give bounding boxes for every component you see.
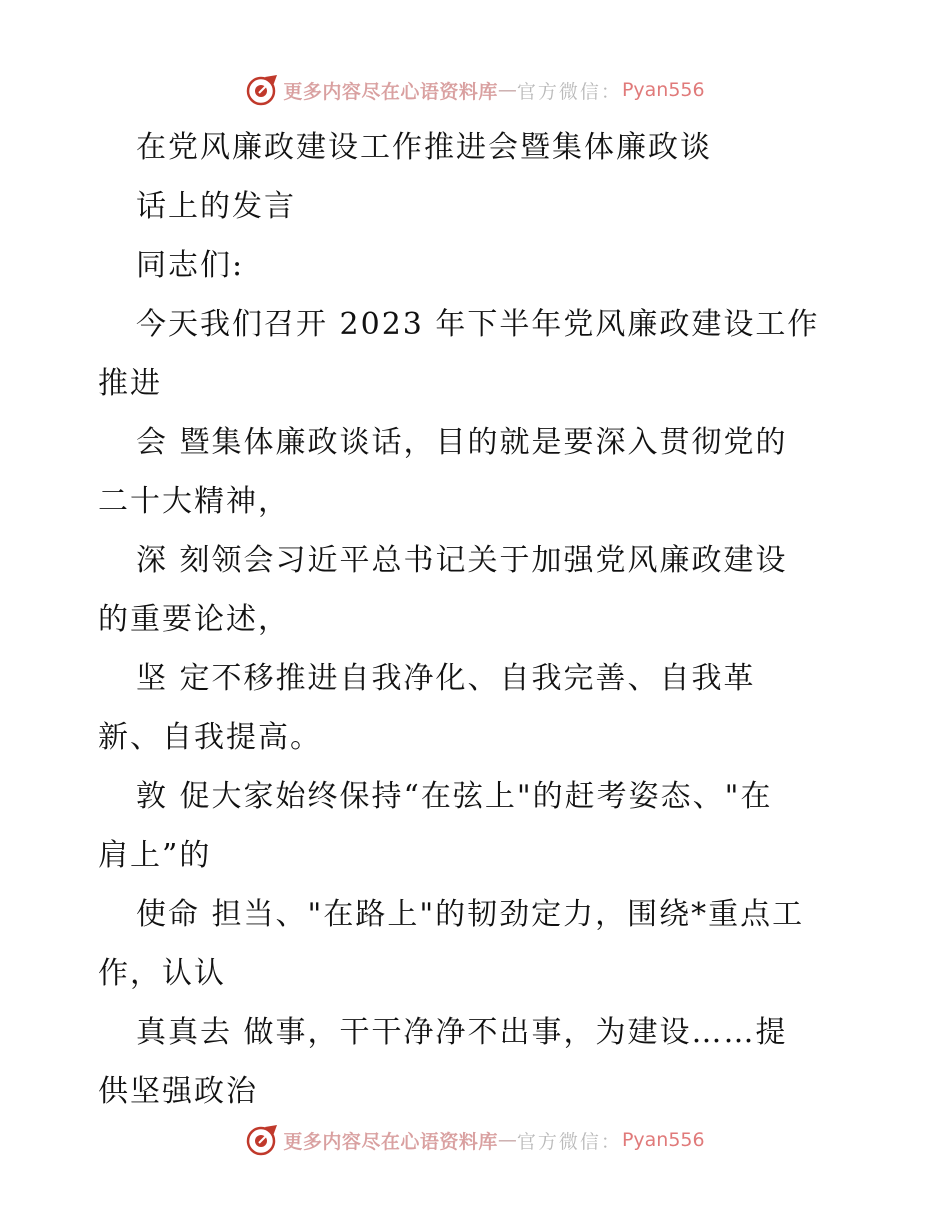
text-line: 肩上”的 <box>98 838 212 873</box>
watermark-sub-text: 官方微信： <box>516 80 622 103</box>
watermark-main-text: 更多内容尽在心语资料库 <box>283 80 498 103</box>
text-line: 推进 <box>98 366 162 401</box>
text-line: 会 暨集体廉政谈话，目的就是要深入贯彻党的 <box>136 425 788 460</box>
watermark-sub-text: 官方微信： <box>516 1130 622 1153</box>
watermark-dash: — <box>497 1129 517 1151</box>
text-line: 敦 促大家始终保持“在弦上"的赶考姿态、"在 <box>136 779 773 814</box>
text-line: 今天我们召开 2023 年下半年党风廉政建设工作 <box>136 307 820 342</box>
pen-logo-icon <box>245 73 279 107</box>
text-line: 使命 担当、"在路上"的韧劲定力，围绕*重点工 <box>136 897 805 932</box>
text-line: 作，认认 <box>98 956 226 991</box>
watermark-id: Pyan556 <box>621 79 705 101</box>
pen-logo-icon <box>245 1123 279 1157</box>
text-line: 的重要论述， <box>98 602 290 637</box>
text-line: 话上的发言 <box>136 189 296 224</box>
watermark-header <box>0 70 950 110</box>
watermark-footer <box>0 1120 950 1160</box>
text-line: 供坚强政治 <box>98 1074 258 1109</box>
text-line: 二十大精神， <box>98 484 290 519</box>
watermark-dash: — <box>497 79 517 101</box>
text-line: 新、自我提高。 <box>98 720 322 755</box>
watermark-id: Pyan556 <box>621 1129 705 1151</box>
text-line: 同志们: <box>136 248 245 283</box>
text-line: 真真去 做事，干干净净不出事，为建设……提 <box>136 1015 788 1050</box>
watermark-main-text: 更多内容尽在心语资料库 <box>283 1130 498 1153</box>
text-line: 坚 定不移推进自我净化、自我完善、自我革 <box>136 661 756 696</box>
document-body <box>98 118 858 1121</box>
text-line: 深 刻领会习近平总书记关于加强党风廉政建设 <box>136 543 788 578</box>
text-line: 在党风廉政建设工作推进会暨集体廉政谈 <box>136 130 712 165</box>
